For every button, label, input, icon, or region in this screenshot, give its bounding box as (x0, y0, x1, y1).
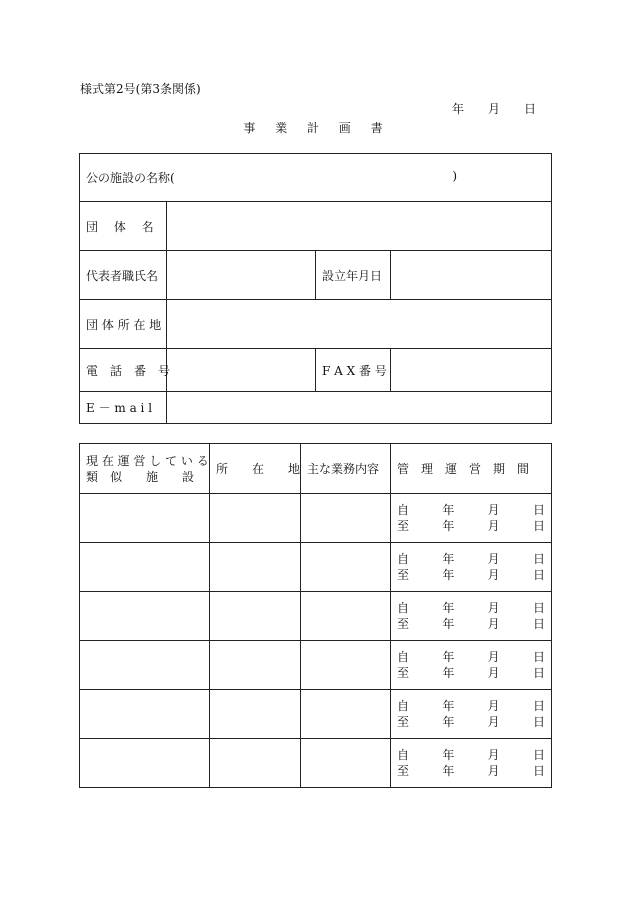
facility-row (80, 690, 552, 739)
period-month-label: 月 (487, 568, 500, 582)
period-from-line (397, 747, 545, 763)
representative-row (80, 251, 552, 300)
phone-field[interactable] (167, 349, 316, 392)
facility-period-field[interactable] (391, 494, 552, 543)
facility-location-field[interactable] (210, 739, 301, 788)
period-year-label: 年 (442, 715, 455, 729)
period-header: 管 理 運 営 期 間 (391, 444, 552, 494)
period-month-label: 月 (487, 699, 500, 713)
period-to-label: 至 (397, 568, 410, 582)
facilities-header-row (80, 444, 552, 494)
period-day-label: 日 (532, 748, 545, 762)
period-to-line (397, 714, 545, 730)
facility-name-field[interactable] (80, 543, 210, 592)
facility-location-field[interactable] (210, 543, 301, 592)
facility-period-field[interactable] (391, 543, 552, 592)
period-day-label: 日 (532, 568, 545, 582)
period-day-label: 日 (532, 699, 545, 713)
period-from-label: 自 (397, 552, 410, 566)
facility-period-field[interactable] (391, 641, 552, 690)
period-day-label: 日 (532, 503, 545, 517)
period-to-label: 至 (397, 617, 410, 631)
fax-label: F A X 番 号 (316, 349, 391, 392)
email-row (80, 392, 552, 424)
facility-name-cell[interactable] (80, 154, 552, 202)
period-to-line (397, 567, 545, 583)
facility-business-field[interactable] (301, 690, 391, 739)
facility-name-field[interactable] (80, 690, 210, 739)
address-field[interactable] (167, 300, 552, 349)
period-day-label: 日 (532, 666, 545, 680)
period-from-label: 自 (397, 503, 410, 517)
period-from-label: 自 (397, 699, 410, 713)
facility-name-field[interactable] (80, 641, 210, 690)
facility-location-field[interactable] (210, 592, 301, 641)
period-from-line (397, 502, 545, 518)
period-year-label: 年 (442, 617, 455, 631)
period-from-label: 自 (397, 748, 410, 762)
facility-business-field[interactable] (301, 494, 391, 543)
period-year-label: 年 (442, 519, 455, 533)
address-label: 団 体 所 在 地 (80, 300, 167, 349)
period-from-label: 自 (397, 650, 410, 664)
similar-facilities-header-line2: 類 似 施 設 (86, 469, 195, 484)
period-month-label: 月 (487, 519, 500, 533)
period-year-label: 年 (442, 748, 455, 762)
period-year-label: 年 (442, 552, 455, 566)
similar-facilities-header-line1: 現 在 運 営 し て い る (86, 453, 209, 468)
facility-business-field[interactable] (301, 641, 391, 690)
period-month-label: 月 (487, 764, 500, 778)
period-day-label: 日 (532, 715, 545, 729)
facility-period-field[interactable] (391, 739, 552, 788)
period-month-label: 月 (487, 666, 500, 680)
period-year-label: 年 (442, 699, 455, 713)
facility-location-field[interactable] (210, 494, 301, 543)
email-field[interactable] (167, 392, 552, 424)
organization-name-field[interactable] (167, 202, 552, 251)
location-header: 所 在 地 (210, 444, 301, 494)
similar-facilities-table (79, 443, 552, 788)
facility-period-field[interactable] (391, 690, 552, 739)
document-title: 事 業 計 画 書 (243, 121, 391, 135)
period-day-label: 日 (532, 519, 545, 533)
period-to-label: 至 (397, 764, 410, 778)
organization-name-row (80, 202, 552, 251)
period-year-label: 年 (442, 666, 455, 680)
period-month-label: 月 (487, 715, 500, 729)
organization-name-label: 団 体 名 (80, 202, 167, 251)
facility-business-field[interactable] (301, 543, 391, 592)
period-to-line (397, 518, 545, 534)
main-business-header: 主な業務内容 (301, 444, 391, 494)
facility-period-field[interactable] (391, 592, 552, 641)
period-from-line (397, 551, 545, 567)
representative-field[interactable] (167, 251, 316, 300)
period-year-label: 年 (442, 568, 455, 582)
facility-business-field[interactable] (301, 592, 391, 641)
period-from-line (397, 698, 545, 714)
similar-facilities-header (80, 444, 210, 494)
period-year-label: 年 (442, 764, 455, 778)
period-to-line (397, 665, 545, 681)
period-day-label: 日 (532, 764, 545, 778)
facility-row (80, 641, 552, 690)
period-from-label: 自 (397, 601, 410, 615)
period-from-line (397, 649, 545, 665)
organization-info-table (79, 153, 552, 424)
facility-name-field[interactable] (80, 592, 210, 641)
period-to-line (397, 616, 545, 632)
period-to-label: 至 (397, 519, 410, 533)
period-month-label: 月 (487, 617, 500, 631)
facility-row (80, 592, 552, 641)
facility-location-field[interactable] (210, 641, 301, 690)
period-year-label: 年 (442, 650, 455, 664)
facility-name-row (80, 154, 552, 202)
representative-label: 代表者職氏名 (80, 251, 167, 300)
period-to-label: 至 (397, 666, 410, 680)
facility-row (80, 739, 552, 788)
phone-label: 電 話 番 号 (80, 349, 167, 392)
facility-name-field[interactable] (80, 494, 210, 543)
facility-name-label: 公の施設の名称( (86, 171, 175, 185)
facility-row (80, 494, 552, 543)
address-row (80, 300, 552, 349)
facility-name-field[interactable] (80, 739, 210, 788)
established-date-field[interactable] (391, 251, 552, 300)
period-year-label: 年 (442, 601, 455, 615)
period-month-label: 月 (487, 748, 500, 762)
phone-fax-row (80, 349, 552, 392)
period-to-line (397, 763, 545, 779)
period-month-label: 月 (487, 552, 500, 566)
period-year-label: 年 (442, 503, 455, 517)
period-from-line (397, 600, 545, 616)
fax-field[interactable] (391, 349, 552, 392)
facility-row (80, 543, 552, 592)
established-date-label: 設立年月日 (316, 251, 391, 300)
period-day-label: 日 (532, 601, 545, 615)
period-month-label: 月 (487, 601, 500, 615)
facility-business-field[interactable] (301, 739, 391, 788)
period-day-label: 日 (532, 552, 545, 566)
period-day-label: 日 (532, 650, 545, 664)
period-day-label: 日 (532, 617, 545, 631)
period-month-label: 月 (487, 650, 500, 664)
facility-name-close-paren: ) (452, 169, 457, 183)
period-month-label: 月 (487, 503, 500, 517)
period-to-label: 至 (397, 715, 410, 729)
date-line: 年 月 日 (452, 102, 537, 116)
form-identifier: 様式第2号(第3条関係) (80, 82, 201, 96)
facility-location-field[interactable] (210, 690, 301, 739)
email-label: E － m a i l (80, 392, 167, 424)
